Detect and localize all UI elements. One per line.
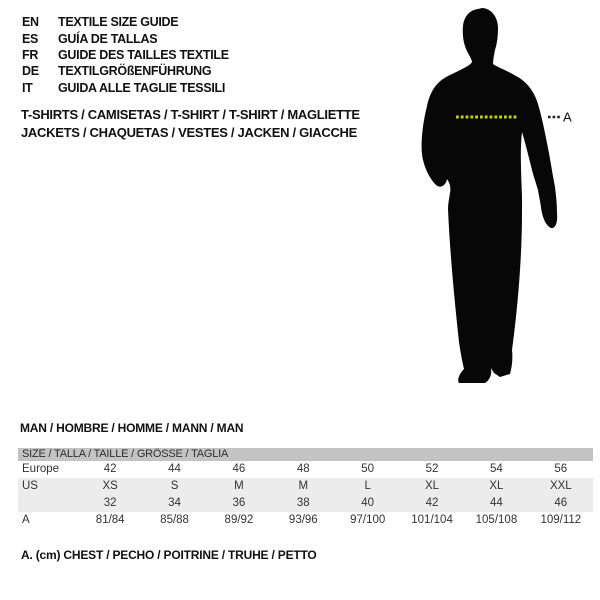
language-label: TEXTILE SIZE GUIDE xyxy=(58,15,179,30)
size-value: 38 xyxy=(296,497,310,509)
language-row xyxy=(22,47,229,63)
size-table-rows xyxy=(18,461,593,529)
language-code: IT xyxy=(22,80,33,95)
size-value: 97/100 xyxy=(350,514,386,526)
table-row xyxy=(18,512,593,529)
size-value: 32 xyxy=(103,497,117,509)
language-label: GUIDE DES TAILLES TEXTILE xyxy=(58,47,229,62)
size-value: XS xyxy=(102,480,118,492)
man-figure xyxy=(400,0,600,420)
table-row xyxy=(18,461,593,478)
size-value: M xyxy=(298,480,309,492)
language-row xyxy=(22,30,229,46)
language-list xyxy=(22,14,229,96)
size-value: 44 xyxy=(490,497,503,509)
size-value: 56 xyxy=(554,463,568,475)
size-value: 48 xyxy=(296,463,310,475)
language-code: FR xyxy=(22,47,39,62)
size-table xyxy=(18,448,593,529)
size-value: L xyxy=(364,480,371,492)
size-value: 40 xyxy=(361,497,375,509)
size-value: 46 xyxy=(232,463,246,475)
size-value: 44 xyxy=(168,463,181,475)
size-value: 46 xyxy=(554,497,568,509)
garment-types xyxy=(21,106,360,141)
man-silhouette xyxy=(422,8,558,383)
table-row xyxy=(18,495,593,512)
size-value: 50 xyxy=(361,463,375,475)
size-value: 36 xyxy=(232,497,246,509)
garment-line-jackets: JACKETS / CHAQUETAS / VESTES / JACKEN / GIACCHE xyxy=(21,124,357,140)
language-label: TEXTILGRÖßENFÜHRUNG xyxy=(58,64,212,79)
language-label: GUÍA DE TALLAS xyxy=(58,31,158,46)
language-row xyxy=(22,14,229,30)
language-label: GUIDA ALLE TAGLIE TESSILI xyxy=(58,80,226,95)
language-row xyxy=(22,80,229,96)
size-value: S xyxy=(170,480,179,492)
row-label: US xyxy=(22,480,38,492)
row-label: Europe xyxy=(22,463,60,475)
size-value: 93/96 xyxy=(288,514,318,526)
size-value: 101/104 xyxy=(411,514,453,526)
language-code: EN xyxy=(22,15,39,30)
size-value: 42 xyxy=(103,463,117,475)
size-value: 34 xyxy=(168,497,181,509)
size-value: 54 xyxy=(490,463,503,475)
measurement-footnote: A. (cm) CHEST / PECHO / POITRINE / TRUHE / PETTO xyxy=(21,548,317,562)
size-value: XXL xyxy=(549,480,572,492)
language-code: DE xyxy=(22,64,39,79)
size-value: 81/84 xyxy=(95,514,125,526)
measure-label-a: A xyxy=(563,109,572,125)
size-table-header: SIZE / TALLA / TAILLE / GRÖSSE / TAGLIA xyxy=(18,448,593,461)
size-value: 109/112 xyxy=(540,514,582,526)
size-value: M xyxy=(234,480,244,492)
language-code: ES xyxy=(22,31,39,46)
size-value: 42 xyxy=(425,497,439,509)
size-value: 52 xyxy=(425,463,439,475)
size-value: 89/92 xyxy=(224,514,254,526)
size-value: 85/88 xyxy=(160,514,189,526)
size-value: XL xyxy=(489,480,504,492)
garment-line-tshirts: T-SHIRTS / CAMISETAS / T-SHIRT / T-SHIRT / MAGLIETTE xyxy=(21,107,360,122)
row-label: A xyxy=(22,514,30,526)
size-value: XL xyxy=(425,480,440,492)
size-value: 105/108 xyxy=(475,514,518,526)
gender-title: MAN / HOMBRE / HOMME / MANN / MAN xyxy=(20,421,244,435)
table-row xyxy=(18,478,593,495)
language-row xyxy=(22,63,229,79)
